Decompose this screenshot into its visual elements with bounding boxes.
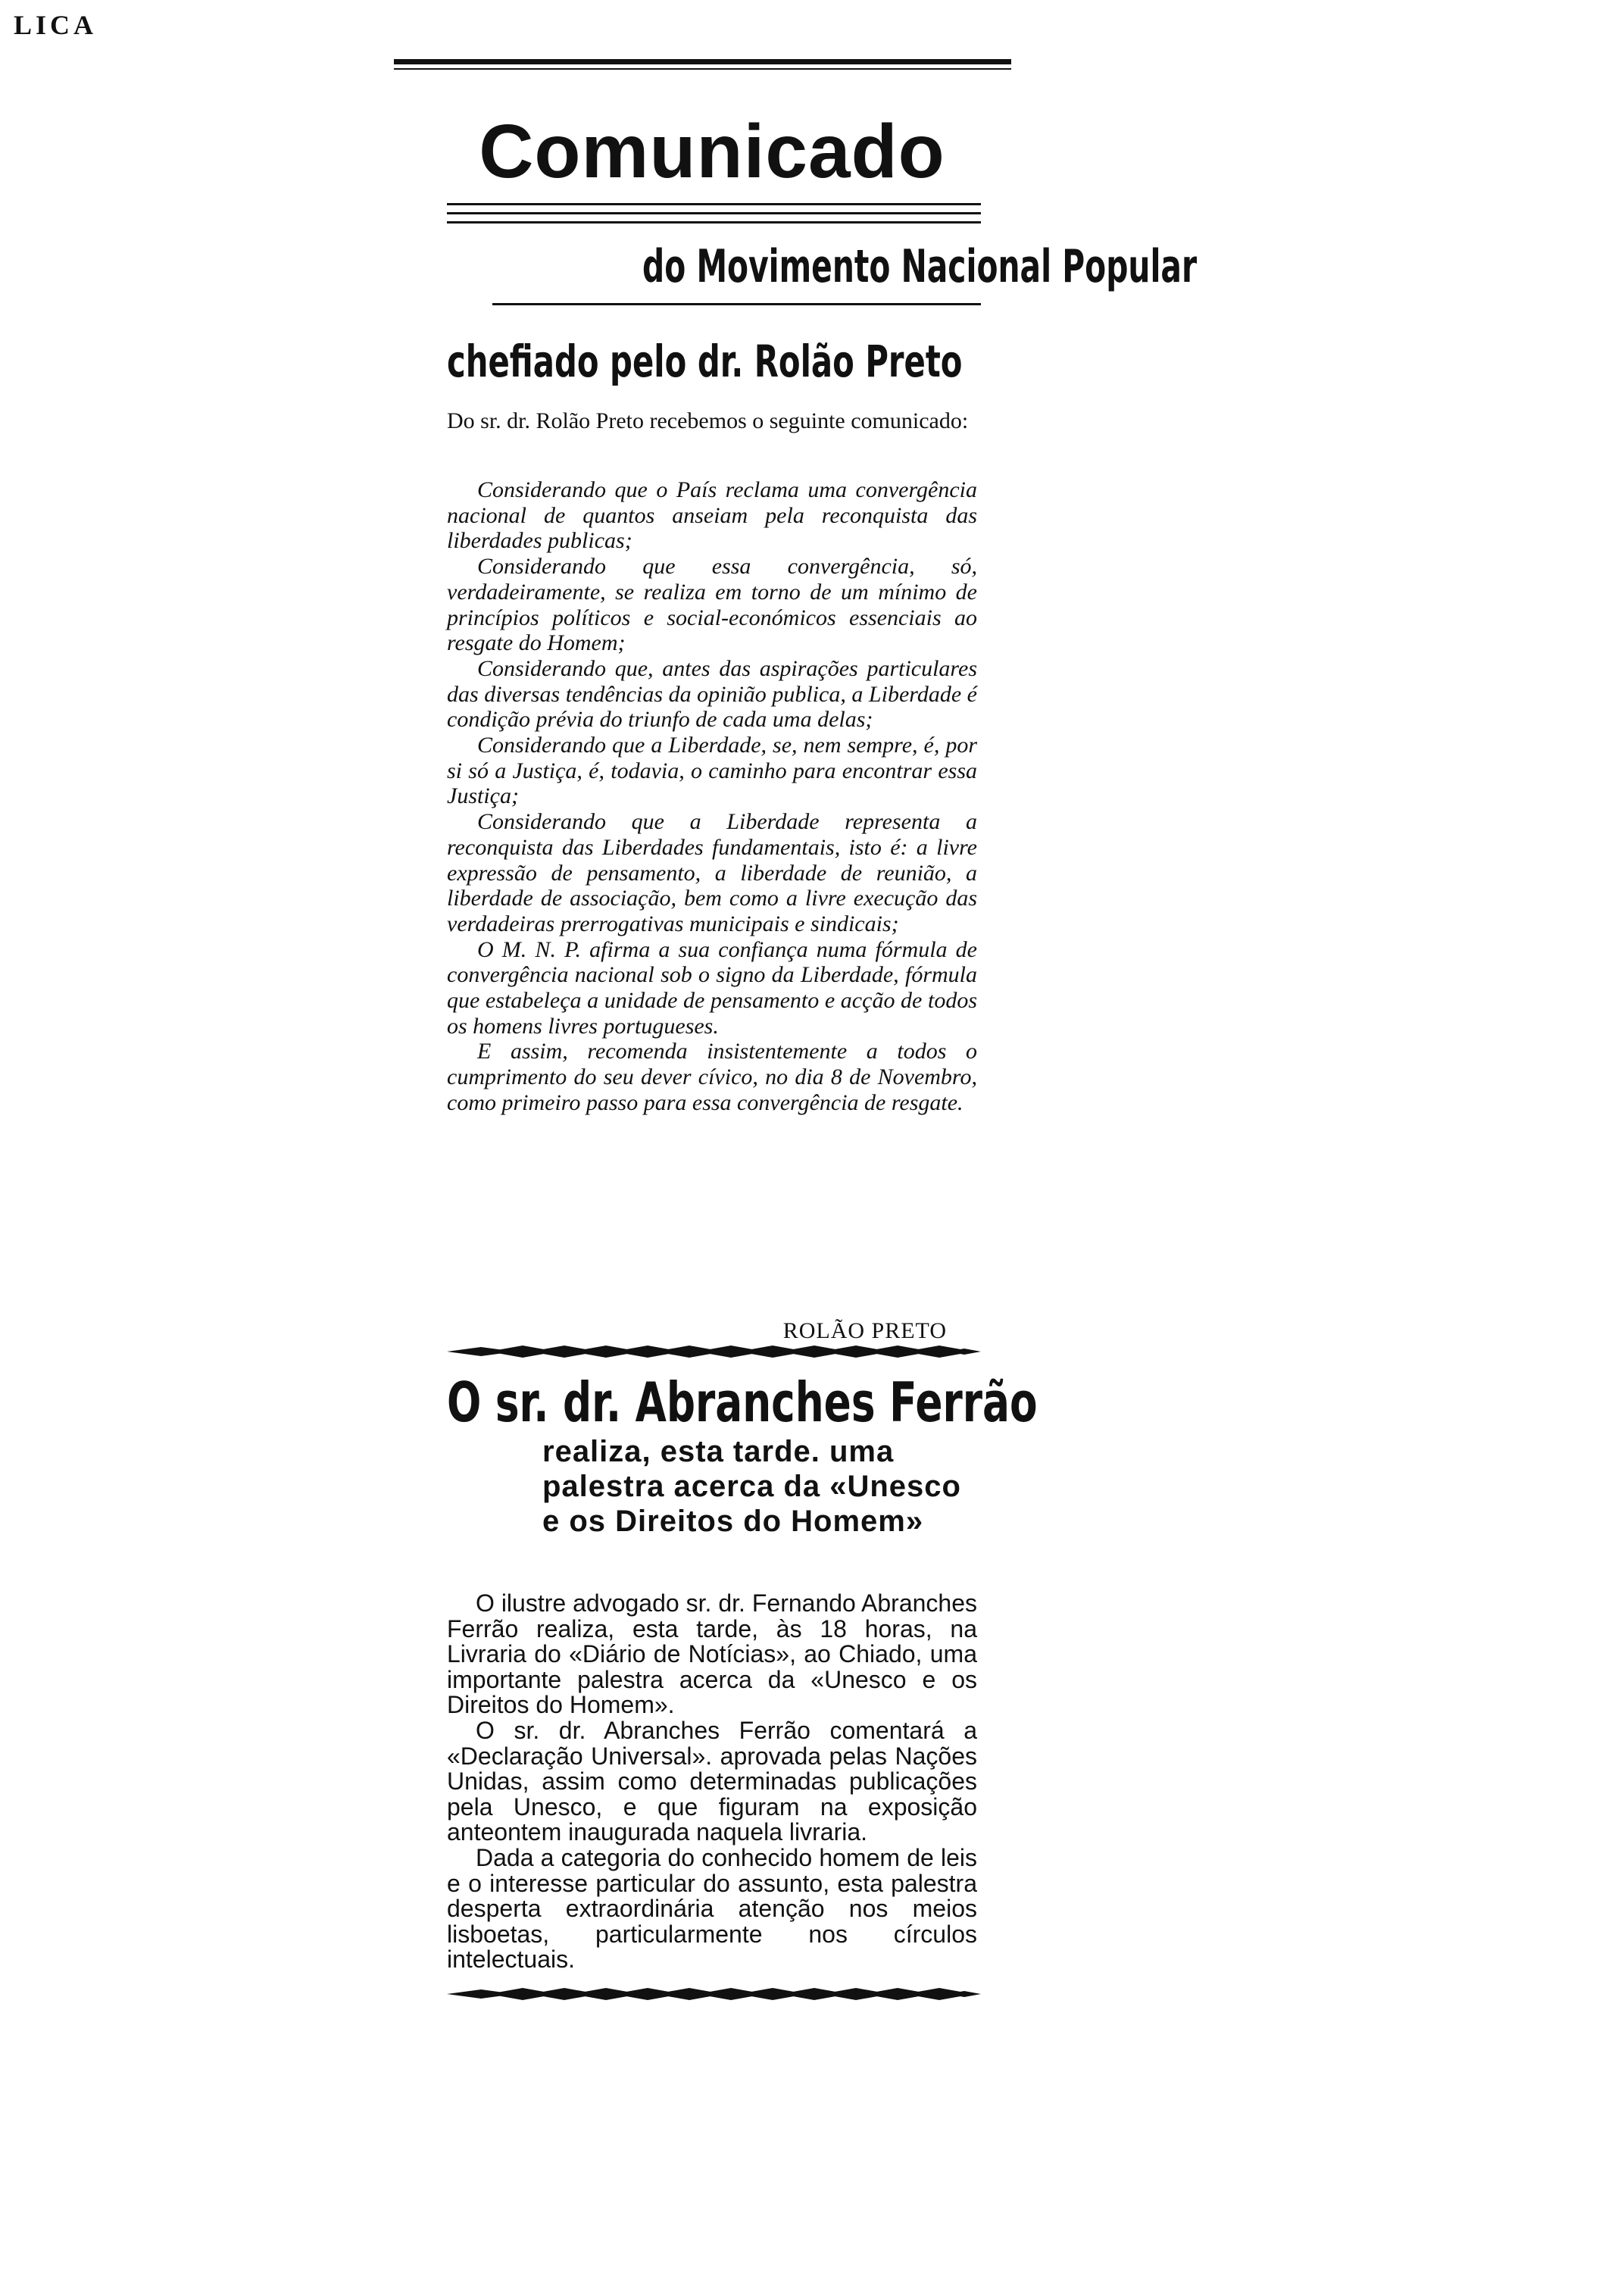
ornament-divider-bottom: [447, 1985, 981, 2003]
article2-body: [447, 1591, 977, 1973]
paragraph: E assim, recomenda insistentemente a todos o cumprimento do seu dever cívico, no dia 8 de Novembro, como primeiro passo para essa convergência de resgate.: [447, 1039, 977, 1115]
article2-deck: [542, 1434, 982, 1539]
headline-abranches-ferrao: O sr. dr. Abranches Ferrão: [447, 1371, 1038, 1434]
headline-rule-2: [447, 212, 981, 214]
headline-rule-3: [447, 221, 981, 223]
subhead-rule: [492, 303, 981, 305]
ornament-divider-top: [447, 1342, 981, 1361]
paragraph: Dada a categoria do conhecido homem de leis e o interesse particular do assunto, esta palestra desperta extraordinária atenção nos meios lisboetas, particularmente nos círculos intelectuais.: [447, 1843, 977, 1974]
paragraph: Considerando que, antes das aspirações particulares das diversas tendências da opinião publica, a Liberdade é condição prévia do triunfo de cada uma delas;: [447, 655, 977, 733]
paragraph: Considerando que a Liberdade representa a reconquista das Liberdades fundamentais, isto é: a livre expressão de pensamento, a liberdade de reunião, a liberdade de associação, bem como a livre execução das verdadeiras prerrogativas municipais e sindicais;: [447, 809, 977, 936]
subhead-movimento: do Movimento Nacional Popular: [642, 240, 1198, 293]
top-rule-thick: [394, 59, 1011, 64]
subhead-chefiado: chefiado pelo dr. Rolão Preto: [447, 336, 963, 387]
deck-line: realiza, esta tarde. uma: [542, 1435, 895, 1468]
intro-paragraph: Do sr. dr. Rolão Preto recebemos o seguinte comunicado:: [447, 408, 969, 433]
headline-rule-1: [447, 203, 981, 205]
paragraph: O sr. dr. Abranches Ferrão comentará a «Declaração Universal». aprovada pelas Nações Unidas, assim como determinadas publicações pela Unesco, e que figuram na exposição anteontem inaugurada naquela livraria.: [447, 1716, 977, 1846]
deck-line: e os Direitos do Homem»: [542, 1505, 924, 1538]
paragraph: Considerando que o País reclama uma convergência nacional de quantos anseiam pela reconquista das liberdades publicas;: [447, 477, 977, 554]
paragraph: O ilustre advogado sr. dr. Fernando Abranches Ferrão realiza, esta tarde, às 18 horas, na Livraria do «Diário de Notícias», ao Chiado, uma importante palestra acerca da «Unesco e os Direitos do Homem».: [447, 1589, 977, 1719]
signature: ROLÃO PRETO: [782, 1318, 947, 1343]
top-rule-thin: [394, 68, 1011, 70]
paragraph: Considerando que essa convergência, só, verdadeiramente, se realiza em torno de um mínimo de princípios políticos e social-económicos essenciais ao resgate do Homem;: [447, 554, 977, 656]
paragraph: O M. N. P. afirma a sua confiança numa fórmula de convergência nacional sob o signo da Liberdade, fórmula que estabeleça a unidade de pensamento e acção de todos os homens livres portugueses.: [447, 936, 977, 1039]
headline-comunicado: Comunicado: [479, 109, 945, 194]
paragraph: Considerando que a Liberdade, se, nem sempre, é, por si só a Justiça, é, todavia, o caminho para encontrar essa Justiça;: [447, 733, 977, 809]
deck-line: palestra acerca da «Unesco: [542, 1470, 961, 1503]
masthead-fragment: LICA: [14, 10, 98, 40]
comunicado-body: [447, 477, 977, 1116]
